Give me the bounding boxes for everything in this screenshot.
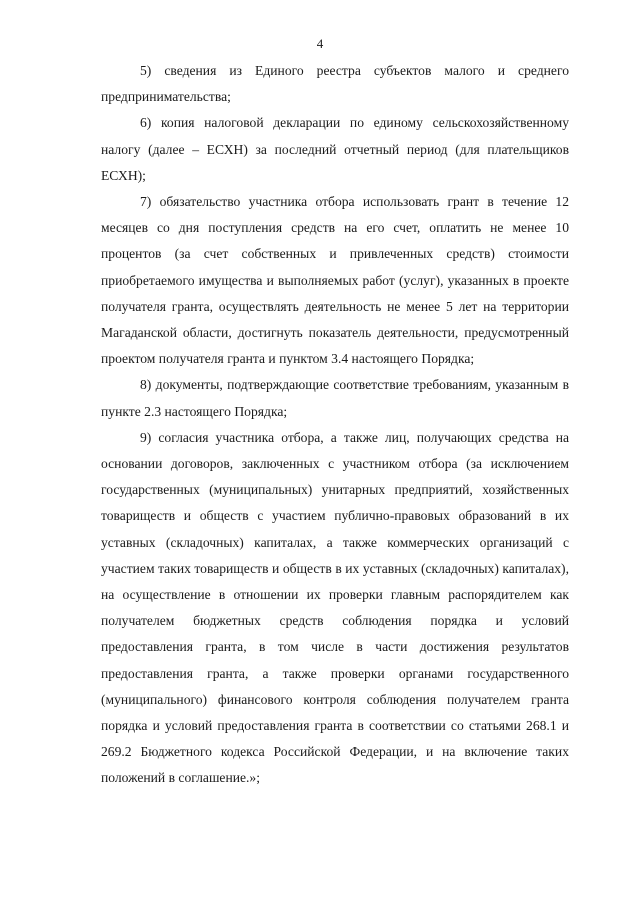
paragraph-item-9: 9) согласия участника отбора, а также лиц, получающих средства на основании договоров, заключенных с участником отбора (за исключением государственных (муниципальных) унитарных предприятий, хозяйственных товариществ и обществ с участием публично-правовых образований в их уставных (складочных) капиталах, а также коммерческих организаций с участием таких товариществ и обществ в их уставных (складочных) капиталах), на осуществление в отношении их проверки главным распорядителем как получателем бюджетных средств соблюдения порядка и условий предоставления гранта, в том числе в части достижения результатов предоставления гранта, а также проверки органами государственного (муниципального) финансового контроля соблюдения получателем гранта порядка и условий предоставления гранта в соответствии со статьями 268.1 и 269.2 Бюджетного кодекса Российской Федерации, и на включение таких положений в соглашение.»;	[101, 429, 569, 786]
document-body	[101, 58, 569, 792]
page-number: 4	[316, 36, 324, 51]
paragraph-item-6: 6) копия налоговой декларации по единому сельскохозяйственному налогу (далее – ЕСХН) за последний отчетный период (для плательщиков ЕСХН);	[101, 115, 569, 183]
paragraph-item-7: 7) обязательство участника отбора использовать грант в течение 12 месяцев со дня поступления средств на его счет, оплатить не менее 10 процентов (за счет собственных и привлеченных средств) стоимости приобретаемого имущества и выполняемых работ (услуг), указанных в проекте получателя гранта, осуществлять деятельность не менее 5 лет на территории Магаданской области, достигнуть показатель деятельности, предусмотренный проектом получателя гранта и пунктом 3.4 настоящего Порядка;	[101, 194, 569, 367]
paragraph-item-8: 8) документы, подтверждающие соответствие требованиям, указанным в пункте 2.3 настоящего Порядка;	[101, 377, 569, 419]
paragraph-item-5: 5) сведения из Единого реестра субъектов малого и среднего предпринимательства;	[101, 63, 569, 105]
